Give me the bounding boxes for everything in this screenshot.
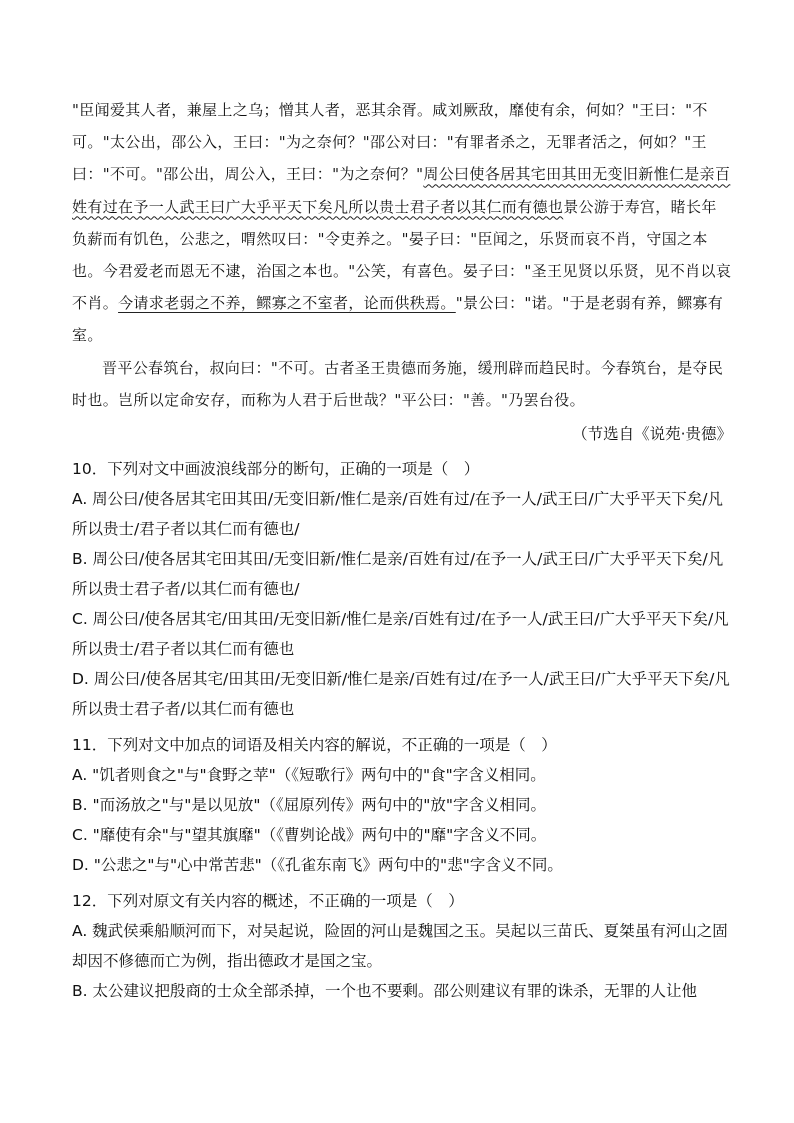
option-b: B. 周公曰/使各居其宅田其田/无变旧新/惟仁是亲/百姓有过/在予一人/武王曰/广大乎平天下矣/凡所以贵士君子者/以其仁而有德也/ bbox=[72, 550, 724, 599]
option-a: A. "饥者则食之"与"食野之苹"（《短歌行》两句中的"食"字含义相同。 bbox=[72, 766, 546, 785]
underlined-sentence: 今请求老弱之不养，鳏寡之不室者，论而供秩焉。 bbox=[118, 294, 456, 313]
option-c: C. 周公曰/使各居其宅/田其田/无变旧新/惟仁是亲/百姓有过/在予一人/武王曰/广大乎平天下矣/凡所以贵士/君子者以其仁而有德也 bbox=[72, 610, 729, 659]
option-c: C. "靡使有余"与"望其旗靡"（《曹刿论战》两句中的"靡"字含义不同。 bbox=[72, 826, 547, 845]
question-stem: 11．下列对文中加点的词语及相关内容的解说，不正确的一项是（ ） bbox=[72, 736, 557, 755]
question-stem: 12．下列对原文有关内容的概述，不正确的一项是（ ） bbox=[72, 892, 464, 911]
passage-paragraph-2: 晋平公春筑台，叔向曰："不可。古者圣王贵德而务施，缓刑辟而趋民时。今春筑台，是夺民时也。岂所以定命安存，而称为人君于后世哉？"平公曰："善。"乃罢台役。 bbox=[72, 358, 724, 409]
question-12 bbox=[72, 886, 732, 1006]
option-a: A. 周公曰/使各居其宅田其田/无变旧新/惟仁是亲/百姓有过/在予一人/武王曰/广大乎平天下矣/凡所以贵士/君子者以其仁而有德也/ bbox=[72, 490, 723, 539]
option-b: B. 太公建议把殷商的士众全部杀掉，一个也不要剩。邵公则建议有罪的诛杀，无罪的人让他 bbox=[72, 982, 697, 1001]
passage-paragraph-1 bbox=[72, 94, 732, 352]
passage-text: 景公游于寿宫，睹长年负薪而有饥色，公悲之，喟然叹曰："令吏养之。"晏子曰："臣闻之，乐贤而哀不肖，守国之本也。今君爱老而恩无不逮，治国之本也。"公笑，有喜色。晏子曰："圣王见贤以乐贤，见不肖以哀不肖。 bbox=[72, 197, 732, 313]
document-page bbox=[72, 94, 732, 1006]
passage-text: "臣闻爱其人者，兼屋上之乌；憎其人者，恶其余胥。咸刘厥敌，靡使有余，何如？"王曰："不可。"太公出，邵公入，王曰："为之奈何？"邵公对曰："有罪者杀之，无罪者活之，何如？"王曰："不可。"邵公出，周公入，王曰："为之奈何？" bbox=[72, 101, 708, 184]
question-stem: 10．下列对文中画波浪线部分的断句，正确的一项是（ ） bbox=[72, 460, 480, 479]
passage-text: "景公曰："诺。"于是老弱有养，鳏寡有室。 bbox=[72, 294, 724, 345]
option-d: D. "公悲之"与"心中常苦悲"（《孔雀东南飞》两句中的"悲"字含义不同。 bbox=[72, 856, 563, 875]
wavy-underlined-sentence: 周公曰使各居其宅田其田无变旧新惟仁是亲百姓有过在予一人武王曰广大乎平天下矣凡所以贵士君子者以其仁而有德也 bbox=[72, 165, 731, 216]
option-d: D. 周公曰/使各居其宅/田其田/无变旧新/惟仁是亲/百姓有过/在予一人/武王曰/广大乎平天下矣/凡所以贵士君子者/以其仁而有德也 bbox=[72, 670, 730, 719]
option-a: A. 魏武侯乘船顺河而下，对吴起说，险固的河山是魏国之玉。吴起以三苗氏、夏桀虽有河山之固却因不修德而亡为例，指出德政才是国之宝。 bbox=[72, 922, 728, 971]
question-11 bbox=[72, 730, 732, 880]
passage-source: （节选自《说苑·贵德》 bbox=[572, 425, 732, 444]
option-b: B. "而汤放之"与"是以见放"（《屈原列传》两句中的"放"字含义相同。 bbox=[72, 796, 547, 815]
question-10 bbox=[72, 454, 732, 724]
classical-passage bbox=[72, 94, 732, 416]
